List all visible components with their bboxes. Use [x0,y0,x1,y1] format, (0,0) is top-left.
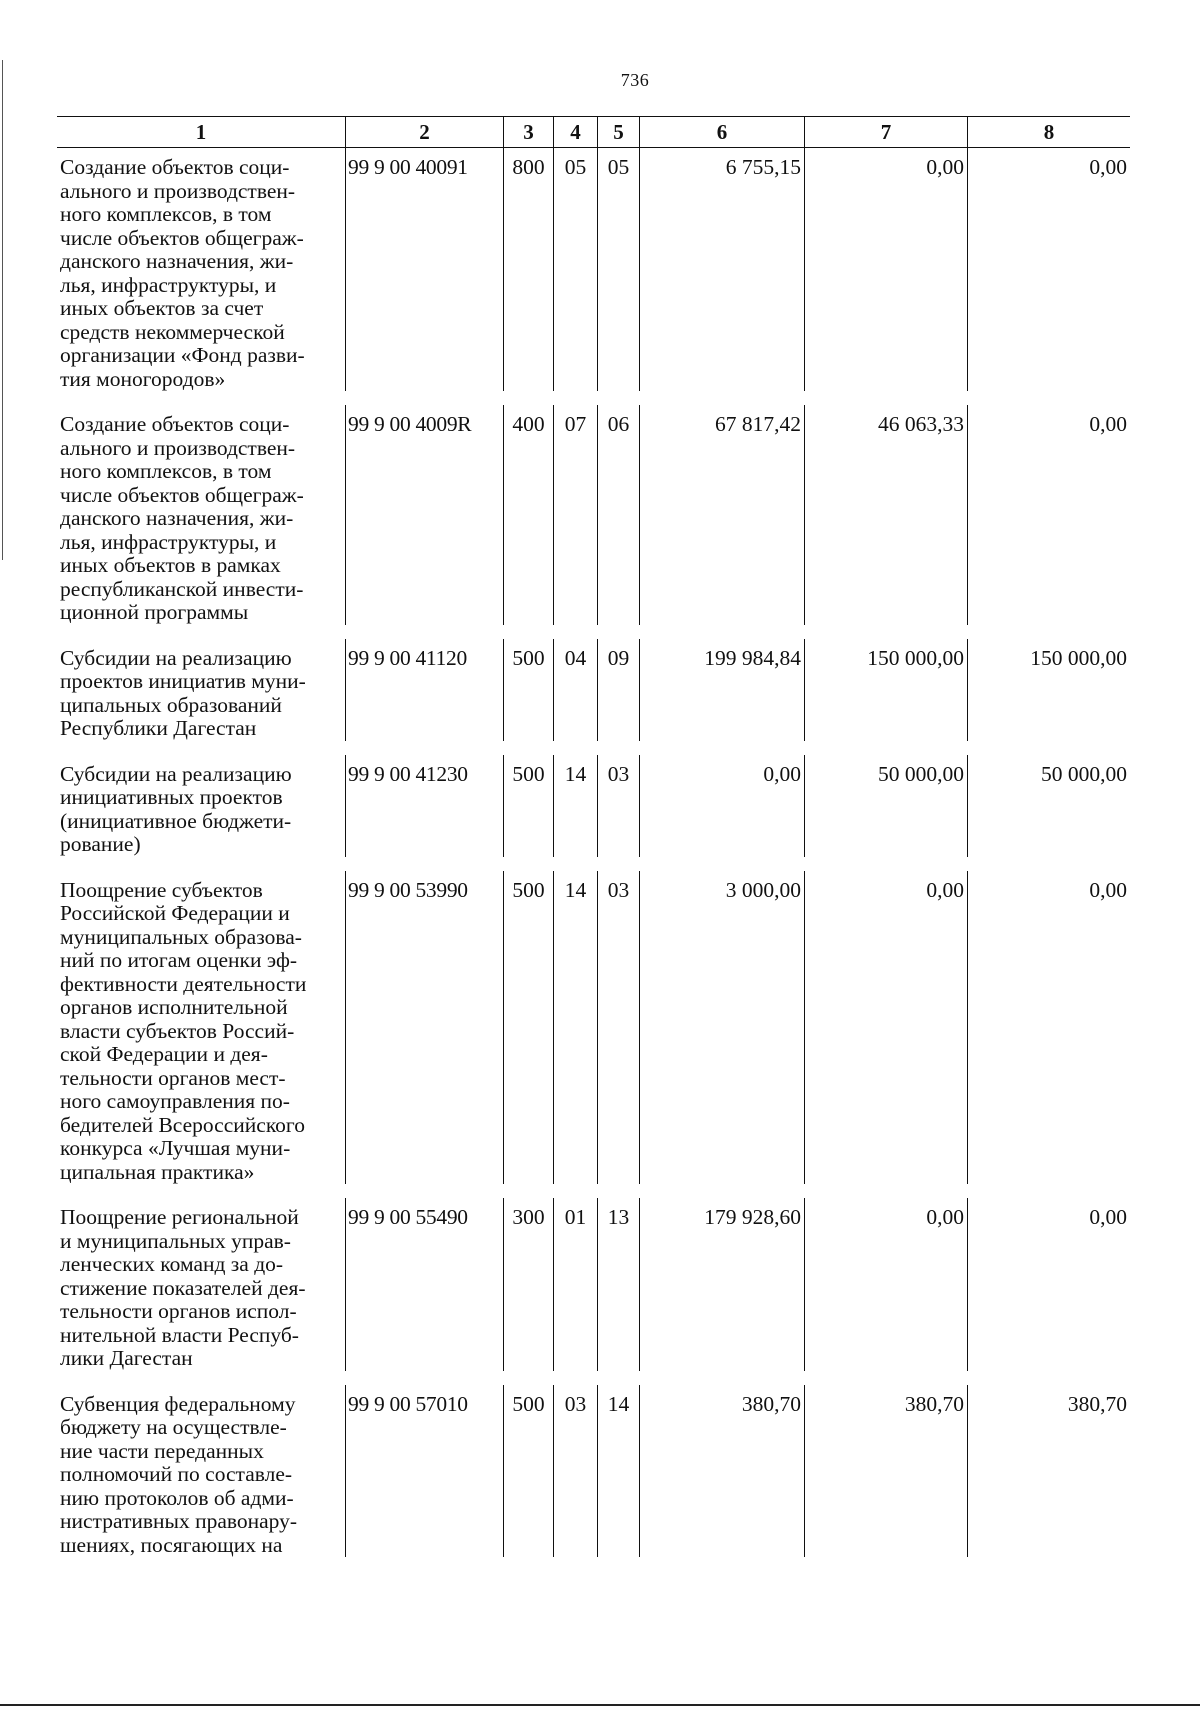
row-subsection: 05 [597,148,639,391]
row-subsection: 09 [597,639,639,741]
row-expense-type: 500 [503,755,553,857]
row-section: 14 [553,755,597,857]
header-col-5: 5 [597,117,639,147]
header-col-4: 4 [553,117,597,147]
row-subsection: 03 [597,871,639,1185]
budget-table [57,116,1130,1557]
bottom-scan-edge [0,1704,1200,1706]
row-budget-code: 99 9 00 41230 [345,755,503,857]
row-amount-col7: 0,00 [804,871,967,1185]
header-col-6: 6 [639,117,804,147]
table-row [57,639,1130,755]
row-budget-code: 99 9 00 57010 [345,1385,503,1558]
row-budget-code: 99 9 00 53990 [345,871,503,1185]
row-budget-code: 99 9 00 4009R [345,405,503,625]
row-description: Создание объектов соци- ального и производствен- ного комплексов, в том числе объектов общеграж- данского назначения, жи- лья, инфраструктуры, и иных объектов за счет средств некоммерческой организации «Фонд разви- тия моногородов» [60,155,305,391]
scan-margin-line [2,60,3,560]
table-header [57,116,1130,148]
row-section: 03 [553,1385,597,1558]
row-expense-type: 500 [503,639,553,741]
row-expense-type: 400 [503,405,553,625]
header-col-2: 2 [345,117,503,147]
row-description: Субсидии на реализацию проектов инициатив муни- ципальных образований Республики Дагестан [60,645,306,740]
row-subsection: 14 [597,1385,639,1558]
row-section: 14 [553,871,597,1185]
row-amount-col8: 0,00 [967,1198,1130,1371]
row-amount-col7: 0,00 [804,1198,967,1371]
row-description: Поощрение региональной и муниципальных управ- ленческих команд за до- стижение показателей дея- тельности органов испол- нительной власти Респуб- лики Дагестан [60,1205,306,1370]
table-row [57,755,1130,871]
row-amount-col8: 150 000,00 [967,639,1130,741]
row-section: 04 [553,639,597,741]
row-amount-col8: 0,00 [967,871,1130,1185]
row-expense-type: 500 [503,871,553,1185]
table-row [57,1198,1130,1385]
header-col-3: 3 [503,117,553,147]
row-amount-col8: 50 000,00 [967,755,1130,857]
header-col-1: 1 [195,120,207,144]
row-subsection: 06 [597,405,639,625]
row-description: Субсидии на реализацию инициативных проектов (инициативное бюджети- рование) [60,761,292,856]
header-col-7: 7 [804,117,967,147]
row-section: 05 [553,148,597,391]
row-amount-col6: 179 928,60 [639,1198,804,1371]
table-row [57,1385,1130,1558]
row-expense-type: 800 [503,148,553,391]
header-col-8: 8 [967,117,1130,147]
row-amount-col7: 380,70 [804,1385,967,1558]
row-amount-col6: 380,70 [639,1385,804,1558]
row-amount-col7: 0,00 [804,148,967,391]
row-budget-code: 99 9 00 41120 [345,639,503,741]
row-budget-code: 99 9 00 55490 [345,1198,503,1371]
row-amount-col6: 67 817,42 [639,405,804,625]
row-amount-col8: 0,00 [967,405,1130,625]
page-number: 736 [620,70,650,90]
row-amount-col7: 150 000,00 [804,639,967,741]
row-section: 07 [553,405,597,625]
row-amount-col7: 46 063,33 [804,405,967,625]
row-amount-col6: 6 755,15 [639,148,804,391]
row-subsection: 13 [597,1198,639,1371]
row-description: Субвенция федеральному бюджету на осуществле- ние части переданных полномочий по составле- нию протоколов об адми- нистративных правонару- шениях, посягающих на [60,1391,298,1557]
table-row [57,405,1130,639]
row-expense-type: 500 [503,1385,553,1558]
row-amount-col6: 3 000,00 [639,871,804,1185]
row-section: 01 [553,1198,597,1371]
row-description: Поощрение субъектов Российской Федерации и муниципальных образова- ний по итогам оценки эф- фективности деятельности органов исполнительной власти субъектов Россий- ской Федерации и дея- тельности органов мест- ного самоуправления по- бедителей Всероссийского конкурса «Лучшая муни- ципальная практика» [60,877,307,1184]
row-budget-code: 99 9 00 40091 [345,148,503,391]
row-subsection: 03 [597,755,639,857]
row-amount-col6: 199 984,84 [639,639,804,741]
row-description: Создание объектов соци- ального и производствен- ного комплексов, в том числе объектов общеграж- данского назначения, жи- лья, инфраструктуры, и иных объектов в рамках республиканской инвести- ционной программы [60,412,304,624]
table-row [57,871,1130,1199]
row-amount-col8: 380,70 [967,1385,1130,1558]
row-amount-col8: 0,00 [967,148,1130,391]
row-expense-type: 300 [503,1198,553,1371]
table-row [57,148,1130,405]
row-amount-col7: 50 000,00 [804,755,967,857]
row-amount-col6: 0,00 [639,755,804,857]
